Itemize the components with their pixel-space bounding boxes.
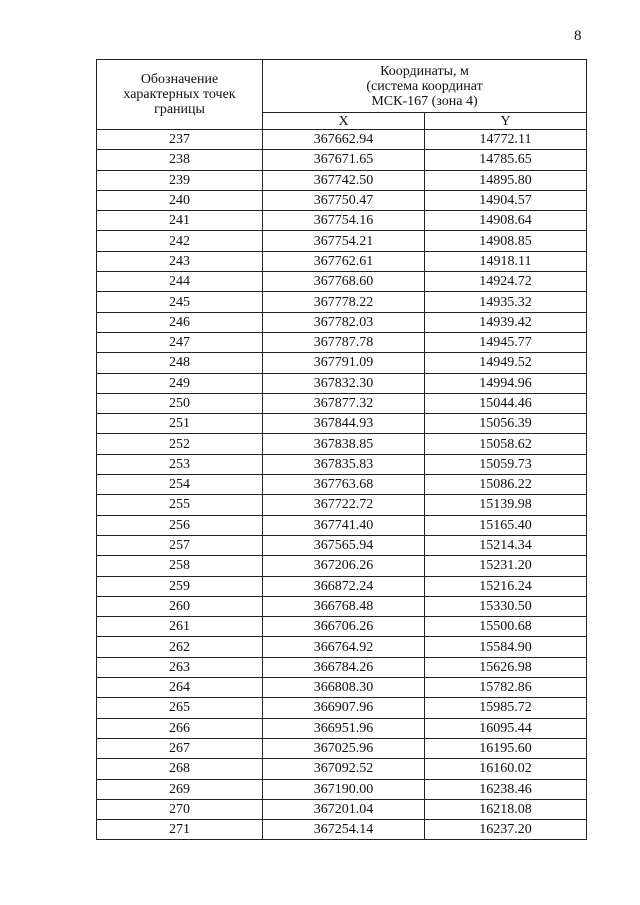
table-row xyxy=(97,637,587,657)
y-coordinate-cell: 16218.08 xyxy=(425,799,587,819)
table-row xyxy=(97,495,587,515)
y-coordinate-cell: 15216.24 xyxy=(425,576,587,596)
y-coordinate-cell: 15330.50 xyxy=(425,596,587,616)
x-coordinate-cell: 367565.94 xyxy=(263,535,425,555)
point-cell: 262 xyxy=(97,637,263,657)
table-row xyxy=(97,130,587,150)
x-coordinate-cell: 367762.61 xyxy=(263,251,425,271)
y-coordinate-cell: 15985.72 xyxy=(425,698,587,718)
table-row xyxy=(97,678,587,698)
point-cell: 252 xyxy=(97,434,263,454)
point-cell: 239 xyxy=(97,170,263,190)
point-cell: 263 xyxy=(97,657,263,677)
x-coordinate-cell: 367835.83 xyxy=(263,454,425,474)
y-coordinate-cell: 14935.32 xyxy=(425,292,587,312)
table-row xyxy=(97,170,587,190)
x-coordinate-cell: 367763.68 xyxy=(263,475,425,495)
table-row xyxy=(97,251,587,271)
table-row xyxy=(97,211,587,231)
x-coordinate-cell: 367201.04 xyxy=(263,799,425,819)
table-row xyxy=(97,617,587,637)
header-line: Координаты, м xyxy=(380,63,469,79)
x-coordinate-cell: 367877.32 xyxy=(263,393,425,413)
y-coordinate-cell: 14918.11 xyxy=(425,251,587,271)
table-row xyxy=(97,150,587,170)
y-coordinate-cell: 15584.90 xyxy=(425,637,587,657)
point-cell: 269 xyxy=(97,779,263,799)
point-cell: 253 xyxy=(97,454,263,474)
table-row xyxy=(97,353,587,373)
table-header xyxy=(97,60,587,130)
y-coordinate-cell: 14895.80 xyxy=(425,170,587,190)
point-cell: 266 xyxy=(97,718,263,738)
y-coordinate-cell: 15231.20 xyxy=(425,556,587,576)
x-coordinate-cell: 367662.94 xyxy=(263,130,425,150)
table-row xyxy=(97,475,587,495)
y-coordinate-cell: 15044.46 xyxy=(425,393,587,413)
page-number: 8 xyxy=(574,28,582,44)
point-cell: 243 xyxy=(97,251,263,271)
table-body xyxy=(97,130,587,840)
x-coordinate-cell: 366764.92 xyxy=(263,637,425,657)
point-cell: 256 xyxy=(97,515,263,535)
table-row xyxy=(97,272,587,292)
x-coordinate-cell: 367722.72 xyxy=(263,495,425,515)
table-row xyxy=(97,515,587,535)
table-row xyxy=(97,292,587,312)
x-coordinate-cell: 367791.09 xyxy=(263,353,425,373)
y-coordinate-cell: 14949.52 xyxy=(425,353,587,373)
y-coordinate-cell: 14908.85 xyxy=(425,231,587,251)
x-coordinate-cell: 367750.47 xyxy=(263,190,425,210)
header-line: Обозначение xyxy=(140,72,219,87)
x-column-header: X xyxy=(263,113,425,130)
y-coordinate-cell: 15058.62 xyxy=(425,434,587,454)
y-coordinate-cell: 16160.02 xyxy=(425,759,587,779)
point-cell: 267 xyxy=(97,738,263,758)
x-coordinate-cell: 366768.48 xyxy=(263,596,425,616)
point-cell: 259 xyxy=(97,576,263,596)
header-line: границы xyxy=(154,102,205,117)
x-coordinate-cell: 367671.65 xyxy=(263,150,425,170)
y-coordinate-cell: 16195.60 xyxy=(425,738,587,758)
point-cell: 248 xyxy=(97,353,263,373)
x-coordinate-cell: 366706.26 xyxy=(263,617,425,637)
x-coordinate-cell: 367741.40 xyxy=(263,515,425,535)
x-coordinate-cell: 367742.50 xyxy=(263,170,425,190)
point-cell: 254 xyxy=(97,475,263,495)
x-coordinate-cell: 366907.96 xyxy=(263,698,425,718)
y-coordinate-cell: 15782.86 xyxy=(425,678,587,698)
point-cell: 245 xyxy=(97,292,263,312)
table-row xyxy=(97,698,587,718)
point-cell: 238 xyxy=(97,150,263,170)
y-coordinate-cell: 14904.57 xyxy=(425,190,587,210)
x-coordinate-cell: 367844.93 xyxy=(263,414,425,434)
point-cell: 244 xyxy=(97,272,263,292)
point-cell: 270 xyxy=(97,799,263,819)
y-column-header: Y xyxy=(425,113,587,130)
table-row xyxy=(97,820,587,840)
x-coordinate-cell: 366784.26 xyxy=(263,657,425,677)
table-row xyxy=(97,454,587,474)
y-coordinate-cell: 15214.34 xyxy=(425,535,587,555)
table-row xyxy=(97,596,587,616)
table-row xyxy=(97,759,587,779)
point-cell: 268 xyxy=(97,759,263,779)
point-cell: 241 xyxy=(97,211,263,231)
y-coordinate-cell: 14924.72 xyxy=(425,272,587,292)
x-coordinate-cell: 367838.85 xyxy=(263,434,425,454)
point-cell: 250 xyxy=(97,393,263,413)
x-coordinate-cell: 367768.60 xyxy=(263,272,425,292)
point-cell: 264 xyxy=(97,678,263,698)
x-coordinate-cell: 367754.21 xyxy=(263,231,425,251)
header-line: (система координат xyxy=(366,78,483,94)
y-coordinate-cell: 15086.22 xyxy=(425,475,587,495)
x-coordinate-cell: 367832.30 xyxy=(263,373,425,393)
x-coordinate-cell: 367782.03 xyxy=(263,312,425,332)
table-row xyxy=(97,393,587,413)
table-row xyxy=(97,779,587,799)
table-row xyxy=(97,231,587,251)
table-row xyxy=(97,312,587,332)
point-cell: 257 xyxy=(97,535,263,555)
coordinates-table xyxy=(96,59,587,840)
coordinates-header xyxy=(263,60,587,113)
x-coordinate-cell: 367092.52 xyxy=(263,759,425,779)
y-coordinate-cell: 14908.64 xyxy=(425,211,587,231)
table-row xyxy=(97,434,587,454)
y-coordinate-cell: 14772.11 xyxy=(425,130,587,150)
point-cell: 247 xyxy=(97,332,263,352)
point-cell: 237 xyxy=(97,130,263,150)
x-coordinate-cell: 367754.16 xyxy=(263,211,425,231)
point-cell: 261 xyxy=(97,617,263,637)
y-coordinate-cell: 15500.68 xyxy=(425,617,587,637)
point-cell: 255 xyxy=(97,495,263,515)
y-coordinate-cell: 15165.40 xyxy=(425,515,587,535)
point-cell: 249 xyxy=(97,373,263,393)
x-coordinate-cell: 367190.00 xyxy=(263,779,425,799)
table-row xyxy=(97,414,587,434)
table-row xyxy=(97,556,587,576)
y-coordinate-cell: 14939.42 xyxy=(425,312,587,332)
y-coordinate-cell: 14785.65 xyxy=(425,150,587,170)
x-coordinate-cell: 366872.24 xyxy=(263,576,425,596)
y-coordinate-cell: 16237.20 xyxy=(425,820,587,840)
table-row xyxy=(97,799,587,819)
point-cell: 251 xyxy=(97,414,263,434)
table-row xyxy=(97,535,587,555)
y-coordinate-cell: 15626.98 xyxy=(425,657,587,677)
x-coordinate-cell: 367254.14 xyxy=(263,820,425,840)
table-row xyxy=(97,738,587,758)
header-line: характерных точек xyxy=(123,87,236,102)
point-cell: 240 xyxy=(97,190,263,210)
y-coordinate-cell: 15056.39 xyxy=(425,414,587,434)
y-coordinate-cell: 16238.46 xyxy=(425,779,587,799)
table-row xyxy=(97,657,587,677)
y-coordinate-cell: 14994.96 xyxy=(425,373,587,393)
x-coordinate-cell: 367025.96 xyxy=(263,738,425,758)
header-line: МСК-167 (зона 4) xyxy=(371,93,478,109)
y-coordinate-cell: 15139.98 xyxy=(425,495,587,515)
point-cell: 246 xyxy=(97,312,263,332)
table-row xyxy=(97,190,587,210)
x-coordinate-cell: 367787.78 xyxy=(263,332,425,352)
x-coordinate-cell: 366808.30 xyxy=(263,678,425,698)
table-row xyxy=(97,576,587,596)
x-coordinate-cell: 367206.26 xyxy=(263,556,425,576)
point-cell: 271 xyxy=(97,820,263,840)
table-row xyxy=(97,373,587,393)
y-coordinate-cell: 15059.73 xyxy=(425,454,587,474)
point-cell: 242 xyxy=(97,231,263,251)
point-cell: 258 xyxy=(97,556,263,576)
y-coordinate-cell: 14945.77 xyxy=(425,332,587,352)
y-coordinate-cell: 16095.44 xyxy=(425,718,587,738)
x-coordinate-cell: 366951.96 xyxy=(263,718,425,738)
table-row xyxy=(97,718,587,738)
table-row xyxy=(97,332,587,352)
point-cell: 260 xyxy=(97,596,263,616)
point-designation-header xyxy=(97,60,263,130)
x-coordinate-cell: 367778.22 xyxy=(263,292,425,312)
point-cell: 265 xyxy=(97,698,263,718)
